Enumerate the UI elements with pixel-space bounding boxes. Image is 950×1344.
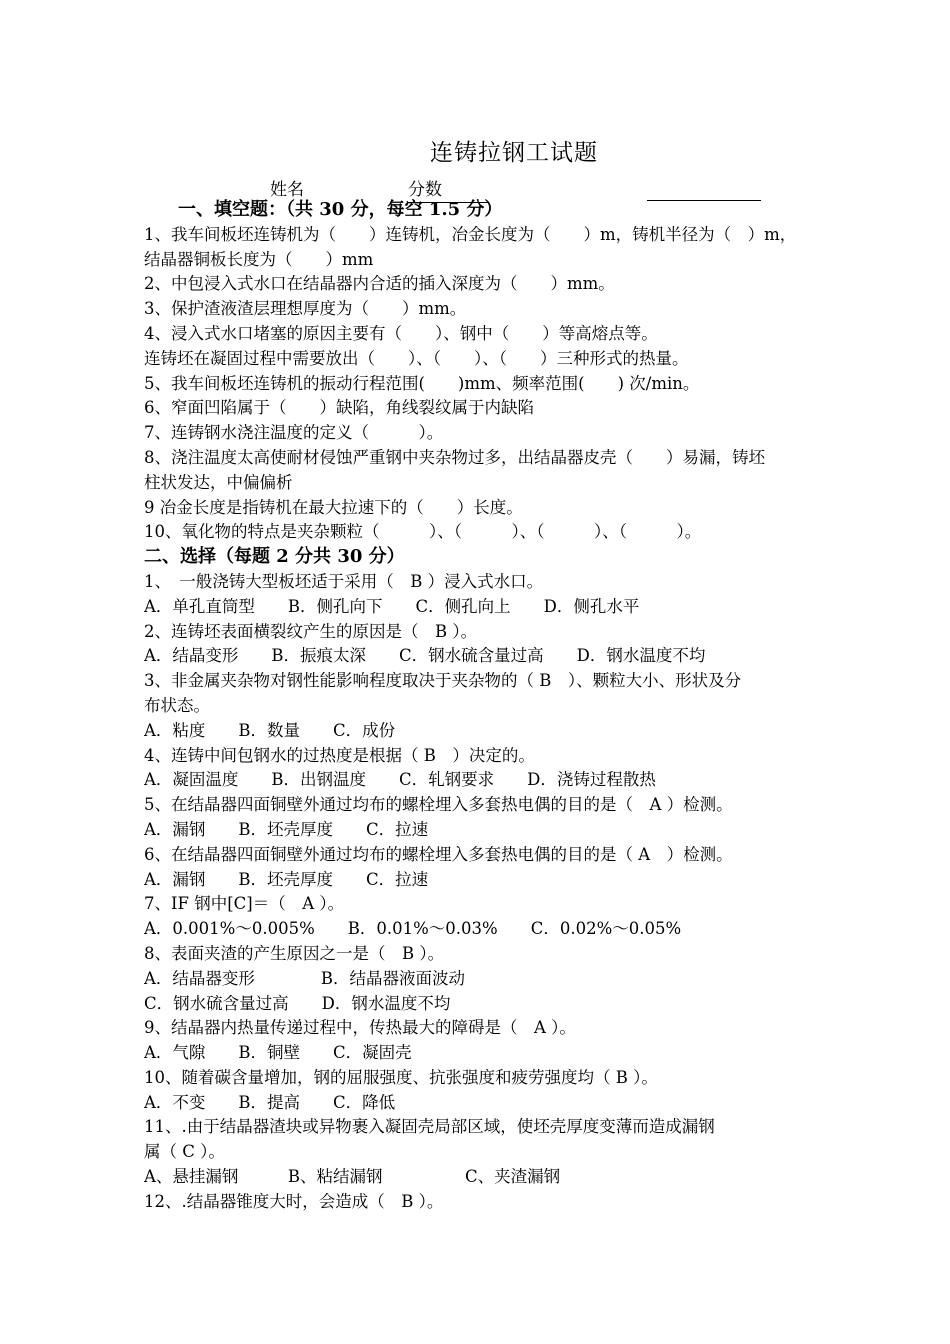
section-heading: 二、选择（每题 2 分共 30 分）	[144, 546, 405, 568]
question-line: 2、连铸坯表面横裂纹产生的原因是（ B ）。	[144, 621, 478, 641]
section-heading: 一、填空题：（共 30 分，每空 1.5 分）	[178, 199, 503, 220]
question-line: 2、中包浸入式水口在结晶器内合适的插入深度为（ ）mm。	[144, 274, 615, 294]
question-line: 连铸坯在凝固过程中需要放出（ ）、（ ）、（ ）三种形式的热量。	[144, 348, 689, 368]
question-line: A．0.001%～0.005% B．0.01%～0.03% C．0.02%～0.05%	[144, 919, 682, 939]
question-line: 1、我车间板坯连铸机为（ ）连铸机，冶金长度为（ ）m，铸机半径为（ ）m，	[144, 224, 797, 244]
question-line: 属（ C ）。	[144, 1142, 225, 1162]
question-line: A．单孔直筒型 B．侧孔向下 C．侧孔向上 D．侧孔水平	[144, 596, 640, 616]
name-label: 姓名	[270, 180, 304, 200]
question-line: 7、IF 钢中[C]＝（ A ）。	[144, 894, 345, 914]
question-line: A．漏钢 B．坯壳厚度 C．拉速	[144, 869, 429, 889]
question-line: 4、连铸中间包钢水的过热度是根据（ B ）决定的。	[144, 745, 535, 765]
question-line: 10、随着碳含量增加，钢的屈服强度、抗张强度和疲劳强度均（ B ）。	[144, 1067, 658, 1087]
question-line: A．气隙 B．铜壁 C．凝固壳	[144, 1043, 412, 1063]
question-line: 10、氧化物的特点是夹杂颗粒（ ）、（ ）、（ ）、（ ）。	[144, 522, 702, 542]
question-line: 9 冶金长度是指铸机在最大拉速下的（ ）长度。	[144, 497, 523, 517]
question-line: 1、 一般浇铸大型板坯适于采用（ B ）浸入式水口。	[144, 571, 544, 591]
question-line: A．漏钢 B．坯壳厚度 C．拉速	[144, 819, 429, 839]
question-line: C．钢水硫含量过高 D．钢水温度不均	[144, 993, 451, 1013]
question-line: 12、.结晶器锥度大时，会造成（ B ）。	[144, 1191, 444, 1211]
question-line: A．凝固温度 B．出钢温度 C．轧钢要求 D．浇铸过程散热	[144, 770, 656, 790]
question-line: 结晶器铜板长度为（ ）mm	[144, 249, 374, 269]
question-line: A．结晶器变形 B．结晶器液面波动	[144, 968, 466, 988]
question-line: 6、窄面凹陷属于（ ）缺陷，角线裂纹属于内缺陷	[144, 398, 534, 418]
question-line: 8、表面夹渣的产生原因之一是（ B ）。	[144, 943, 445, 963]
question-line: A．不变 B．提高 C．降低	[144, 1092, 396, 1112]
question-line: 柱状发达，中偏偏析	[144, 472, 293, 492]
question-line: 7、连铸钢水浇注温度的定义（ ）。	[144, 423, 444, 443]
question-line: A．粘度 B．数量 C．成份	[144, 720, 396, 740]
exam-content	[144, 198, 814, 1215]
question-line: A、悬挂漏钢 B、粘结漏钢 C、夹渣漏钢	[144, 1167, 561, 1187]
question-line: 5、我车间板坯连铸机的振动行程范围( )mm、频率范围( ) 次/min。	[144, 373, 700, 393]
question-line: 布状态。	[144, 695, 210, 715]
score-label: 分数	[408, 180, 442, 200]
question-line: 8、浇注温度太高使耐材侵蚀严重钢中夹杂物过多，出结晶器皮壳（ ）易漏，铸坯	[144, 447, 765, 467]
question-line: 3、非金属夹杂物对钢性能影响程度取决于夹杂物的（ B ）、颗粒大小、形状及分	[144, 671, 742, 691]
question-line: 6、在结晶器四面铜壁外通过均布的螺栓埋入多套热电偶的目的是（ A ）检测。	[144, 844, 733, 864]
question-line: A．结晶变形 B．振痕太深 C．钢水硫含量过高 D．钢水温度不均	[144, 646, 706, 666]
page-title: 连铸拉钢工试题	[430, 140, 598, 166]
question-line: 5、在结晶器四面铜壁外通过均布的螺栓埋入多套热电偶的目的是（ A ）检测。	[144, 795, 733, 815]
question-line: 3、保护渣液渣层理想厚度为（ ）mm。	[144, 299, 467, 319]
question-line: 9、结晶器内热量传递过程中，传热最大的障碍是（ A ）。	[144, 1018, 576, 1038]
question-line: 4、浸入式水口堵塞的原因主要有（ ）、钢中（ ）等高熔点等。	[144, 323, 658, 343]
question-line: 11、.由于结晶器渣块或异物裹入凝固壳局部区域，使坯壳厚度变薄而造成漏钢	[144, 1117, 715, 1137]
